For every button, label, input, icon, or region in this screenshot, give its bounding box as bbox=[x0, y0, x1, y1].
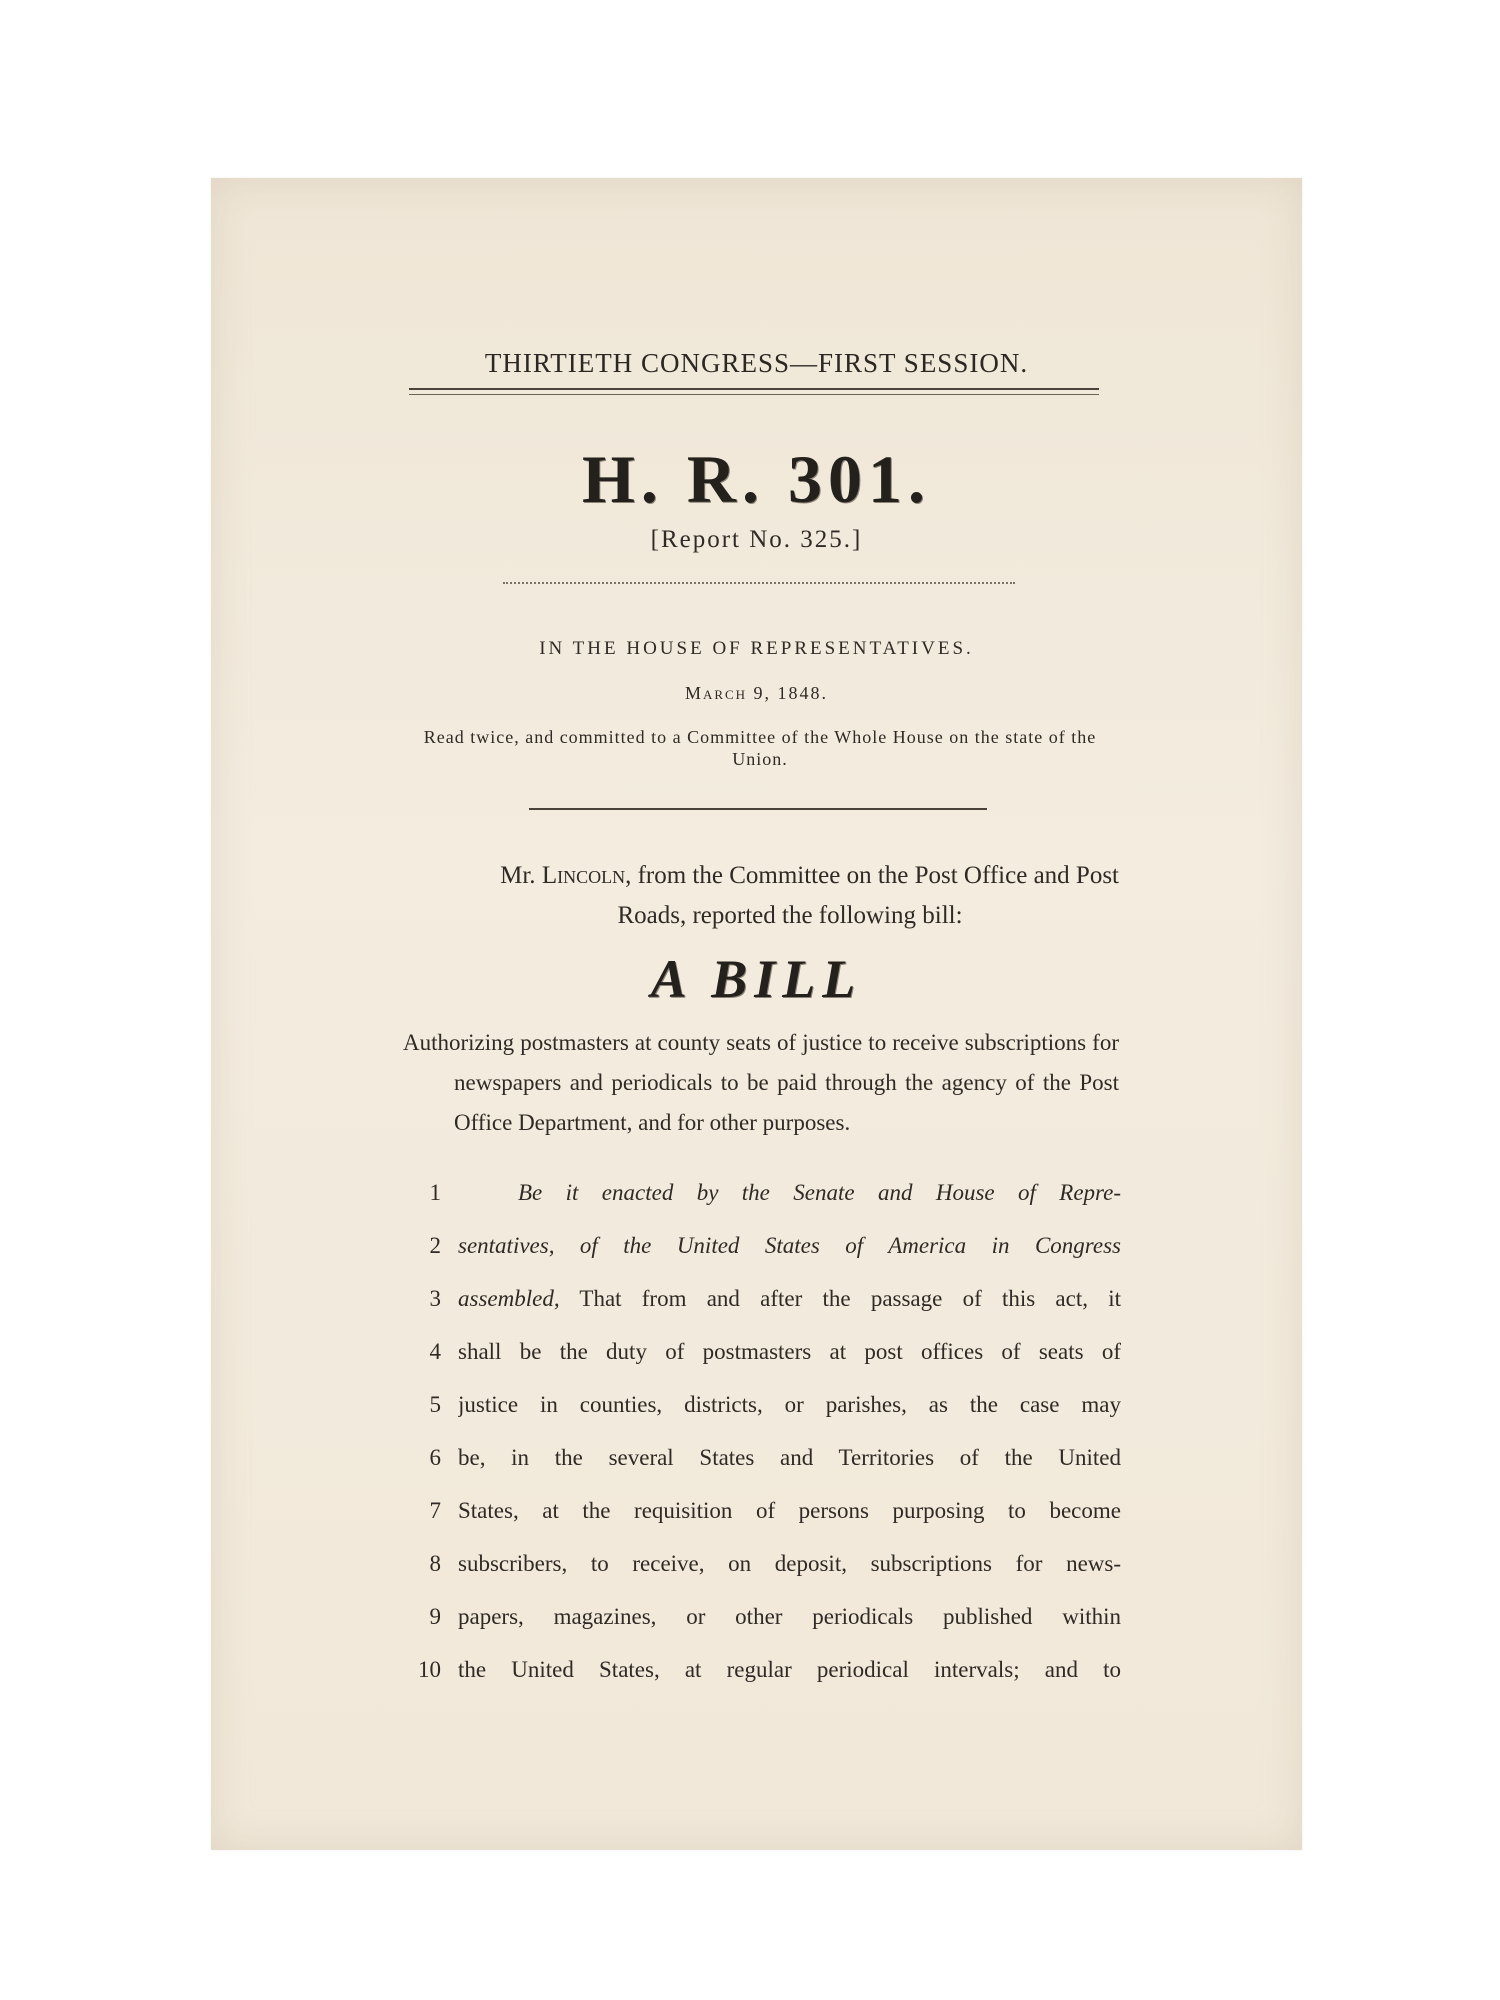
bill-line bbox=[351, 1537, 1121, 1590]
body-text: States, at the requisition of persons purposing to become bbox=[458, 1498, 1121, 1523]
line-text bbox=[458, 1325, 1121, 1378]
body-text: justice in counties, districts, or parishes, as the case may bbox=[458, 1392, 1121, 1417]
presenter-line-2: Roads, reported the following bill: bbox=[617, 902, 963, 929]
chamber-line: IN THE HOUSE OF REPRESENTATIVES. bbox=[539, 638, 974, 659]
enacting-clause-text: Be it enacted by the Senate and House of Repre- bbox=[518, 1180, 1121, 1205]
enacting-clause-text: assembled, bbox=[458, 1286, 560, 1311]
body-text: That from and after the passage of this act, it bbox=[559, 1286, 1121, 1311]
wavy-rule-divider bbox=[503, 582, 1015, 584]
line-number: 8 bbox=[429, 1551, 441, 1576]
line-text bbox=[458, 1272, 1121, 1325]
line-number: 3 bbox=[429, 1286, 441, 1311]
body-text: the United States, at regular periodical intervals; and to bbox=[458, 1657, 1121, 1682]
line-text bbox=[458, 1219, 1121, 1272]
single-rule-divider bbox=[529, 808, 987, 810]
bill-line bbox=[351, 1325, 1121, 1378]
presenter-line-1 bbox=[401, 856, 1119, 896]
bill-subject: Authorizing postmasters at county seats of justice to receive subscriptions for newspapers and periodicals to be paid through the agency of the Post Office Department, and for other purposes. bbox=[403, 1030, 1119, 1135]
line-number: 4 bbox=[429, 1339, 441, 1364]
presenter-line-1-rest: , from the Committee on the Post Office and Post bbox=[625, 862, 1119, 889]
bill-line bbox=[351, 1219, 1121, 1272]
congress-session-header: THIRTIETH CONGRESS—FIRST SESSION. bbox=[484, 348, 1029, 378]
line-number: 10 bbox=[418, 1657, 441, 1682]
line-text bbox=[458, 1537, 1121, 1590]
presenter-name: Lincoln bbox=[541, 862, 626, 889]
bill-line bbox=[351, 1272, 1121, 1325]
line-number: 6 bbox=[429, 1445, 441, 1470]
line-text bbox=[518, 1166, 1121, 1219]
report-number: [Report No. 325.] bbox=[650, 526, 863, 553]
bill-number: H. R. 301. bbox=[582, 441, 931, 517]
bill-line bbox=[351, 1484, 1121, 1537]
document-page bbox=[211, 178, 1302, 1850]
bill-line bbox=[351, 1643, 1121, 1696]
bill-line bbox=[351, 1378, 1121, 1431]
line-text bbox=[458, 1643, 1121, 1696]
line-number: 7 bbox=[429, 1498, 441, 1523]
bill-date: March 9, 1848. bbox=[684, 683, 829, 703]
line-text bbox=[458, 1590, 1121, 1643]
body-text: be, in the several States and Territories of the United bbox=[458, 1445, 1121, 1470]
body-text: subscribers, to receive, on deposit, subscriptions for news- bbox=[458, 1551, 1121, 1576]
presenter-prefix: Mr. bbox=[500, 862, 542, 889]
line-text bbox=[458, 1378, 1121, 1431]
bill-body-lines bbox=[351, 1166, 1121, 1696]
bill-line bbox=[351, 1431, 1121, 1484]
enacting-clause-text: sentatives, of the United States of America in Congress bbox=[458, 1233, 1121, 1258]
presenter-statement bbox=[401, 856, 1119, 936]
bill-line bbox=[351, 1166, 1121, 1219]
line-number: 2 bbox=[429, 1233, 441, 1258]
body-text: shall be the duty of postmasters at post offices of seats of bbox=[458, 1339, 1121, 1364]
line-number: 1 bbox=[429, 1180, 441, 1205]
line-number: 9 bbox=[429, 1604, 441, 1629]
bill-heading: A BILL bbox=[650, 949, 863, 1009]
double-rule-divider bbox=[409, 388, 1099, 395]
line-text bbox=[458, 1431, 1121, 1484]
body-text: papers, magazines, or other periodicals published within bbox=[458, 1604, 1121, 1629]
line-text bbox=[458, 1484, 1121, 1537]
bill-line bbox=[351, 1590, 1121, 1643]
line-number: 5 bbox=[429, 1392, 441, 1417]
referral-note: Read twice, and committed to a Committee of the Whole House on the state of the Union. bbox=[423, 727, 1097, 769]
